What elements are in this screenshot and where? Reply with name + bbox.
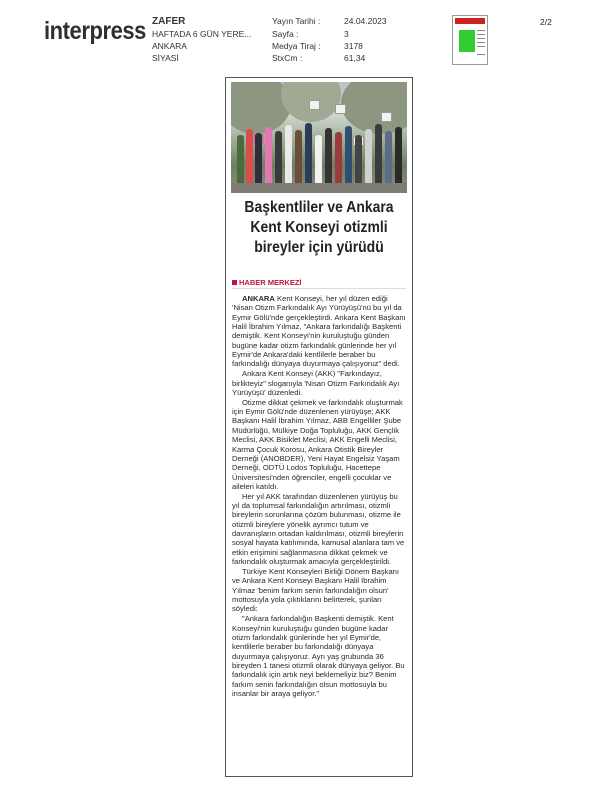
paragraph: Otizme dikkat çekmek ve farkındalık oluşturmak için Eymir Gölü'nde düzenlenen yürüyüşe; AKK Başkanı Halil İbrahim Yılmaz, ABB Engelliler Şube Müdürlüğü, Mülkiye Doğa Topluluğu, AKK Gençlik Meclisi, AKK Bisiklet Meclisi, AKK Engelli Meclisi, Karma Çocuk Korosu, Ankara Otistik Bireyler Derneği (ANOBDER), Yeni Hayat Engelsiz Yaşam Derneği, ODTÜ Lodos Topluluğu, Hacettepe Üniversitesi'nden öğrenciler, engelli çocuklar ve aileleri katıldı. xyxy=(232,397,403,491)
publication-frequency: HAFTADA 6 GÜN YERE... xyxy=(152,29,252,39)
thumbnail-line xyxy=(477,38,485,39)
thumbnail-line xyxy=(477,54,485,55)
paragraph: Her yıl AKK tarafından düzenlenen yürüyüş bu yıl da toplumsal farkındalığın artırılması, otizmli bireylerin sorunlarına çözüm bulunması, otizme ile otizmli bireylere yönelik ayrımcı tutum ve davranışların ortadan kaldırılması, otizmli bireylerin sosyal hayata katılımında, kamusal alanlara tam ve etkin erişimini sağlanmasına dikkat çekmek ve farkındalık oluşturmak amacıyla gerçekleştirildi. xyxy=(232,491,405,567)
protest-sign xyxy=(381,112,392,122)
publication-category: SİYASİ xyxy=(152,53,179,63)
circulation-label: Medya Tiraj : xyxy=(272,41,321,51)
area-label: StxCm : xyxy=(272,53,303,63)
person xyxy=(345,126,352,185)
section-label xyxy=(232,278,302,287)
dateline: ANKARA xyxy=(242,294,275,303)
paragraph: Ankara Kent Konseyi (AKK) "Farkındayız, birlikteyiz" sloganıyla 'Nisan Otizm Farkındalık Ayı Yürüyüşü' düzenledi. xyxy=(232,369,400,397)
section-divider xyxy=(232,288,406,289)
protest-sign xyxy=(335,104,346,114)
page-value: 3 xyxy=(344,29,349,39)
thumbnail-line xyxy=(477,42,485,43)
thumbnail-masthead xyxy=(455,18,485,24)
person xyxy=(265,127,272,185)
paragraph: Türkiye Kent Konseyleri Birliği Dönem Başkanı ve Ankara Kent Konseyi Başkanı Halil İbrahim Yılmaz 'benim farkım senin farkındalığın olsun' mottosuyla yola çıktıklarını belirterek, şunları söyledi: xyxy=(232,566,400,614)
person xyxy=(365,129,372,185)
person xyxy=(237,135,244,185)
publication-city: ANKARA xyxy=(152,41,187,51)
page-count: 2/2 xyxy=(540,17,552,27)
thumbnail-line xyxy=(477,34,485,35)
person xyxy=(325,128,332,185)
thumbnail-line xyxy=(477,30,485,31)
person xyxy=(295,130,302,185)
paragraph xyxy=(232,294,406,369)
date-label: Yayın Tarihi : xyxy=(272,16,321,26)
person xyxy=(395,127,402,185)
article-headline: Başkentliler ve Ankara Kent Konseyi otizmli bireyler için yürüdü xyxy=(244,199,394,256)
person xyxy=(315,135,322,185)
person xyxy=(375,124,382,185)
section-marker-icon xyxy=(232,280,237,285)
article-body xyxy=(232,294,406,699)
section-name: HABER MERKEZİ xyxy=(239,278,302,287)
person xyxy=(246,129,253,185)
page-thumbnail[interactable] xyxy=(452,15,488,65)
area-value: 61,34 xyxy=(344,53,366,63)
protest-sign xyxy=(309,100,320,110)
person xyxy=(305,123,312,185)
person xyxy=(255,133,262,185)
ground xyxy=(231,183,407,193)
person xyxy=(385,131,392,185)
person xyxy=(285,125,292,185)
march-photo xyxy=(231,82,407,193)
page-label: Sayfa : xyxy=(272,29,299,39)
thumbnail-line xyxy=(477,46,485,47)
person xyxy=(355,135,362,185)
person xyxy=(275,131,282,185)
publication-name: ZAFER xyxy=(152,16,186,27)
date-value: 24.04.2023 xyxy=(344,16,387,26)
interpress-logo: interpress xyxy=(44,17,146,45)
article-clipping xyxy=(225,77,413,777)
thumbnail-highlight xyxy=(459,30,475,52)
paragraph: "Ankara farkındalığın Başkenti demiştik. Kent Konseyi'nin kuruluştuğu günden bugüne kadar otizm farkındalık günlerinde her yıl Eymir'de, kentlilerle beraber bu farkındalığı dünyaya duyurmaya çalışıyoruz. Ayrı yaş grubunda 36 bireyden 1 tanesi otizmli olarak dünyaya geliyor. Bu farkındalık için artık neyi beklemeliyiz biz? Benim farkım senin farkındalığın olsun mottosuyla bu insanlar bir araya geliyor." xyxy=(232,614,405,698)
paragraph-text: Kent Konseyi, her yıl düzen ediği 'Nisan Otizm Farkındalık Ayı Yürüyüşü'nü bu yıl da Eymir Gölü'nde gerçekleştirdi. Ankara Kent Başkanı Halil İbrahim Yılmaz, "Ankara farkındalığı Başkenti demiştik. Kent Konseyi'nin kuruluştuğu günden bugüne kadar otizm farkındalık günlerinde her yıl Eymir'de Ankara'daki kentlilerle beraber bu farkındalığı dünyaya duyurmaya çalışıyoruz" dedi. xyxy=(232,294,406,369)
circulation-value: 3178 xyxy=(344,41,363,51)
person xyxy=(335,132,342,185)
